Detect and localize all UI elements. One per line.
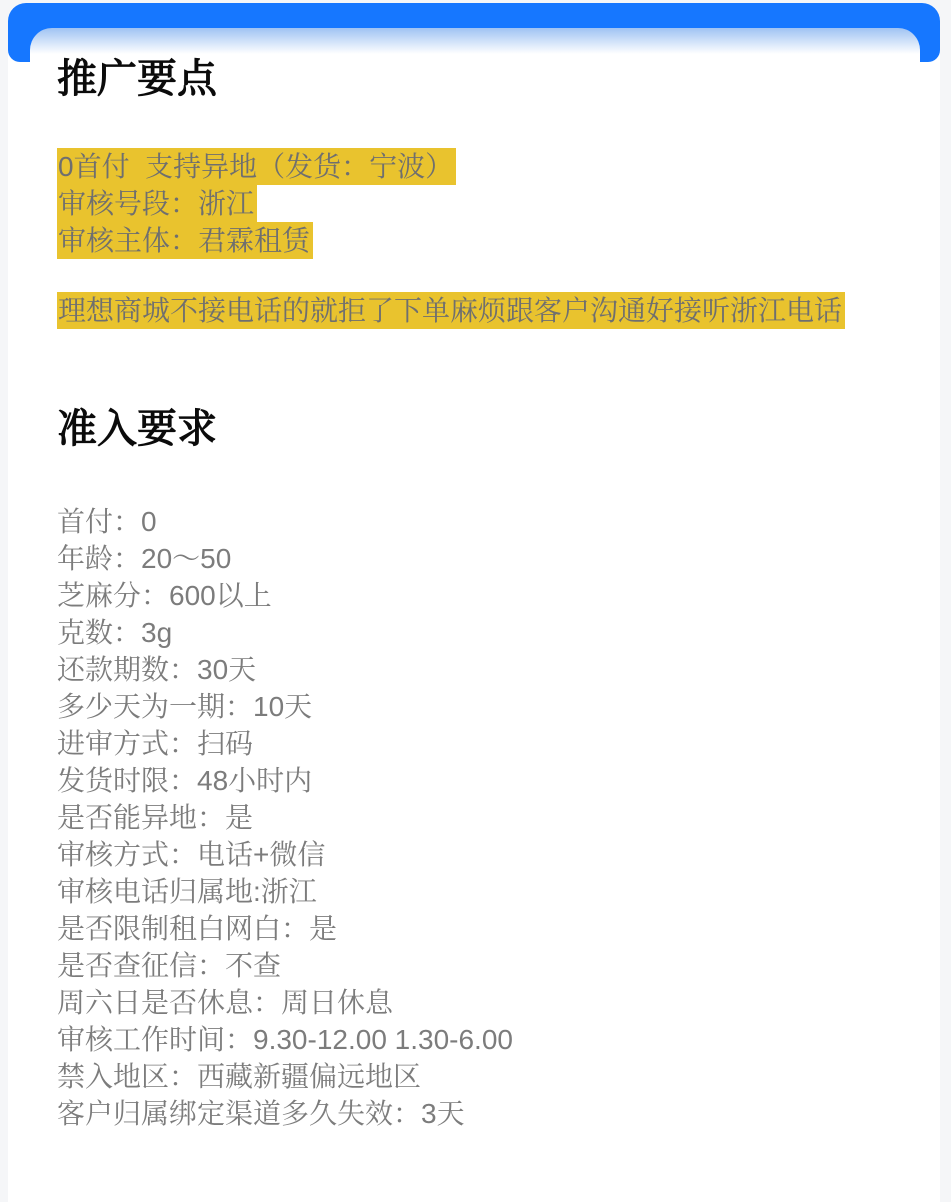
requirement-item: 是否查征信：不查 (57, 950, 282, 981)
requirement-item: 审核电话归属地:浙江 (57, 876, 317, 907)
promo-highlight-line (57, 148, 894, 185)
requirement-item: 禁入地区：西藏新疆偏远地区 (57, 1061, 422, 1092)
requirement-item: 首付：0 (57, 506, 157, 537)
highlighted-text: 审核主体：君霖租赁 (57, 222, 313, 259)
highlighted-text: 理想商城不接电话的就拒了下单麻烦跟客户沟通好接听浙江电话 (57, 292, 845, 329)
requirement-item: 是否限制租白网白：是 (57, 913, 338, 944)
document-panel (30, 28, 920, 1202)
requirement-item: 还款期数：30天 (57, 654, 257, 685)
requirement-item: 年龄：20～50 (57, 543, 232, 574)
promo-highlight-block (57, 148, 894, 259)
promo-note-paragraph (57, 292, 894, 329)
requirements-list (57, 503, 894, 1132)
requirement-item: 发货时限：48小时内 (57, 765, 313, 796)
promo-section-title: 推广要点 (57, 57, 217, 101)
requirement-item: 是否能异地：是 (57, 802, 254, 833)
requirement-item: 审核方式：电话+微信 (57, 839, 326, 870)
requirement-item: 多少天为一期：10天 (57, 691, 313, 722)
requirement-item: 周六日是否休息：周日休息 (57, 987, 394, 1018)
highlighted-text: 0首付 支持异地（发货：宁波） (57, 148, 456, 185)
promo-highlight-line (57, 185, 894, 222)
requirement-item: 进审方式：扫码 (57, 728, 254, 759)
promo-highlight-line (57, 222, 894, 259)
requirement-item: 审核工作时间：9.30-12.00 1.30-6.00 (57, 1024, 513, 1055)
highlighted-text: 审核号段：浙江 (57, 185, 257, 222)
requirement-item: 芝麻分：600以上 (57, 580, 272, 611)
requirement-item: 克数：3g (57, 617, 173, 648)
requirement-item: 客户归属绑定渠道多久失效：3天 (57, 1098, 465, 1129)
requirements-section-title: 准入要求 (57, 407, 217, 451)
